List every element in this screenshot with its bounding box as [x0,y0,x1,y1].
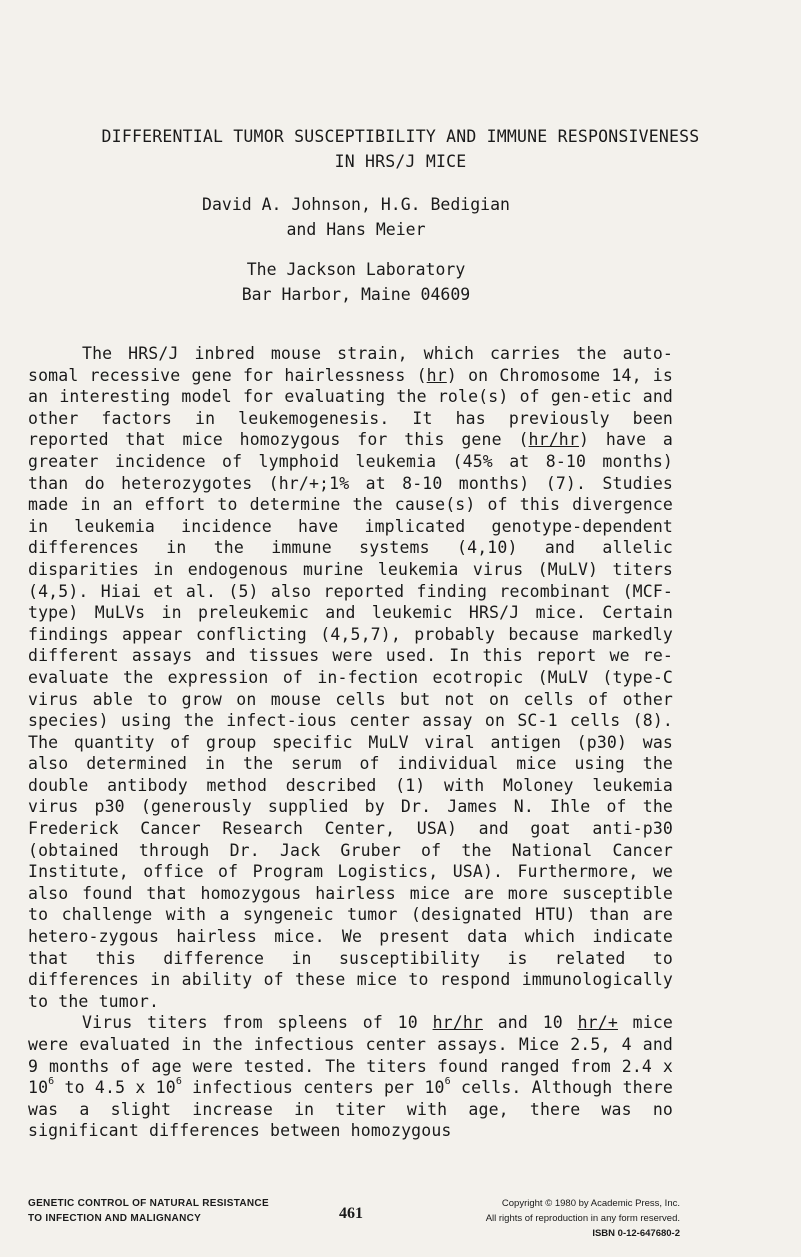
affiliation-line-2: Bar Harbor, Maine 04609 [241,285,471,304]
copyright-notice: Copyright © 1980 by Academic Press, Inc. All rights of reproduction in any form reserved. ISBN 0-12-647680-2 [430,1196,680,1241]
book-series-title: GENETIC CONTROL OF NATURAL RESISTANCE TO INFECTION AND MALIGNANCY [28,1198,269,1224]
title-line-2: IN HRS/J MICE [334,152,467,171]
gene-symbol: hr [426,365,447,385]
title-line-1: DIFFERENTIAL TUMOR SUSCEPTIBILITY AND IMMUNE RESPONSIVENESS [101,127,700,146]
authors-line-1: David A. Johnson, H.G. Bedigian [202,195,510,214]
genotype: hr/hr [528,430,579,450]
affiliation [0,257,712,307]
genotype: hr/hr [432,1013,483,1033]
exponent: 6 [175,1076,182,1088]
author-list [0,192,712,242]
exponent: 6 [444,1076,451,1088]
body-text [28,343,673,1142]
paper-title [28,124,773,174]
paragraph-2: Virus titers from spleens of 10 hr/hr and 10 hr/+ mice were evaluated in the infectious center assays. Mice 2.5, 4 and 9 months of age were tested. The titers found ranged from 2.4 x $10^6$ to 4.5 x $10^6$ infectious centers per $10^6$ cells. Although there was a slight increase in titer with age, there was no significant differences between homozygous [28,1013,674,1141]
isbn: ISBN 0-12-647680-2 [592,1228,680,1239]
genotype: hr/+ [577,1013,618,1033]
authors-line-2: and Hans Meier [286,220,426,239]
affiliation-line-1: The Jackson Laboratory [246,260,466,279]
exponent: 6 [48,1076,55,1088]
page-number: 461 [339,1205,363,1222]
paragraph-1: The HRS/J inbred mouse strain, which carries the auto-somal recessive gene for hairlessness (hr) on Chromosome 14, is an interesting model for evaluating the role(s) of gen-etic and other factors in leukemogenesis. It has previously been reported that mice homozygous for this gene (hr/hr) have a greater incidence of lymphoid leukemia (45% at 8-10 months) than do heterozygotes (hr/+;1% at 8-10 months) (7). Studies made in an effort to determine the cause(s) of this divergence in leukemia incidence have implicated genotype-dependent differences in the immune systems (4,10) and allelic disparities in endogenous murine leukemia virus (MuLV) titers (4,5). Hiai et al. (5) also reported finding recombinant (MCF-type) MuLVs in preleukemic and leukemic HRS/J mice. Certain findings appear conflicting (4,5,7), probably because markedly different assays and tissues were used. In this report we re-evaluate the expression of in-fection ecotropic (MuLV (type-C virus able to grow on mouse cells but not on cells of other species) using the infect-ious center assay on SC-1 cells (8). The quantity of group specific MuLV viral antigen (p30) was also determined in the serum of individual mice using the double antibody method described (1) with Moloney leukemia virus p30 (generously supplied by Dr. James N. Ihle of the Frederick Cancer Research Center, USA) and goat anti-p30 (obtained through Dr. Jack Gruber of the National Cancer Institute, office of Program Logistics, USA). Furthermore, we also found that homozygous hairless mice are more susceptible to challenge with a syngeneic tumor (designated HTU) than are hetero-zygous hairless mice. We present data which indicate that this difference in susceptibility is related to differences in ability of these mice to respond immunologically to the tumor. [28,344,674,1011]
